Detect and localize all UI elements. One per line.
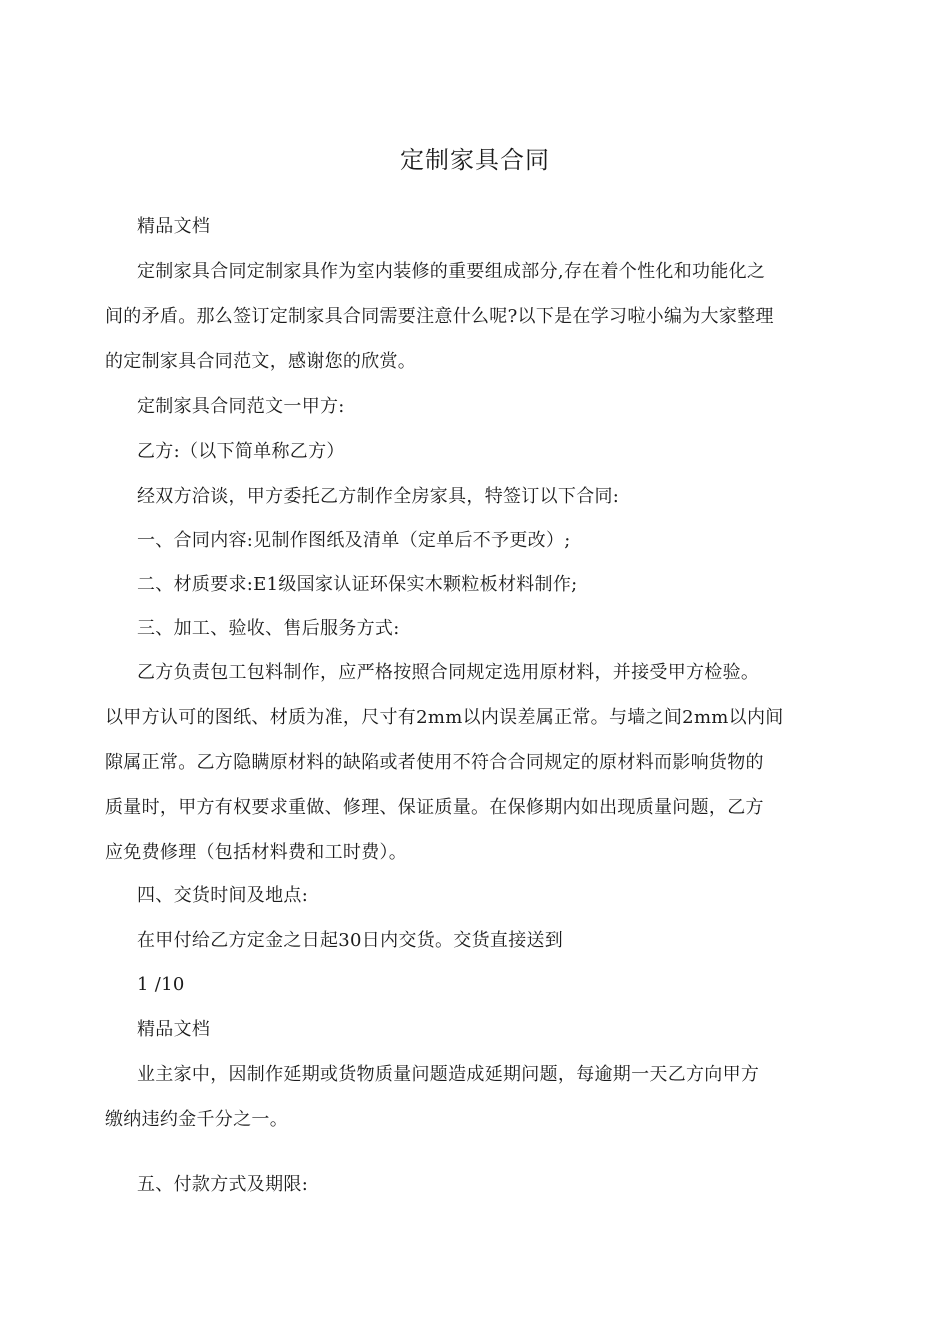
paragraph-line: 缴纳违约金千分之一。 [105,1109,288,1130]
paragraph-line: 乙方:（以下简单称乙方） [137,441,345,462]
header-label: 精品文档 [137,216,211,237]
paragraph-line: 在甲付给乙方定金之日起30日内交货。交货直接送到 [137,930,564,951]
paragraph-line: 质量时，甲方有权要求重做、修理、保证质量。在保修期内如出现质量问题，乙方 [105,797,764,818]
paragraph-line: 以甲方认可的图纸、材质为准，尺寸有2mm以内误差属正常。与墙之间2mm以内间 [105,707,784,728]
paragraph-line: 定制家具合同范文一甲方: [137,396,345,417]
paragraph-line: 业主家中，因制作延期或货物质量问题造成延期问题，每逾期一天乙方向甲方 [137,1064,760,1085]
clause-line: 五、付款方式及期限: [137,1174,309,1195]
clause-line: 三、加工、验收、售后服务方式: [137,618,400,639]
clause-line: 二、材质要求:E1级国家认证环保实木颗粒板材料制作; [137,574,578,595]
paragraph-line: 经双方洽谈，甲方委托乙方制作全房家具，特签订以下合同: [137,486,620,507]
header-label: 精品文档 [137,1019,211,1040]
paragraph-line: 隙属正常。乙方隐瞒原材料的缺陷或者使用不符合合同规定的原材料而影响货物的 [105,752,764,773]
paragraph-line: 乙方负责包工包料制作，应严格按照合同规定选用原材料，并接受甲方检验。 [137,662,760,683]
page-number: 1 /10 [137,974,185,995]
paragraph-line: 定制家具合同定制家具作为室内装修的重要组成部分,存在着个性化和功能化之 [137,261,766,282]
document-title: 定制家具合同 [400,146,550,174]
clause-line: 一、合同内容:见制作图纸及清单（定单后不予更改）; [137,530,571,551]
paragraph-line: 应免费修理（包括材料费和工时费）。 [105,842,408,863]
paragraph-line: 的定制家具合同范文，感谢您的欣赏。 [105,351,417,372]
clause-line: 四、交货时间及地点: [137,885,309,906]
paragraph-line: 间的矛盾。那么签订定制家具合同需要注意什么呢?以下是在学习啦小编为大家整理 [105,306,774,327]
